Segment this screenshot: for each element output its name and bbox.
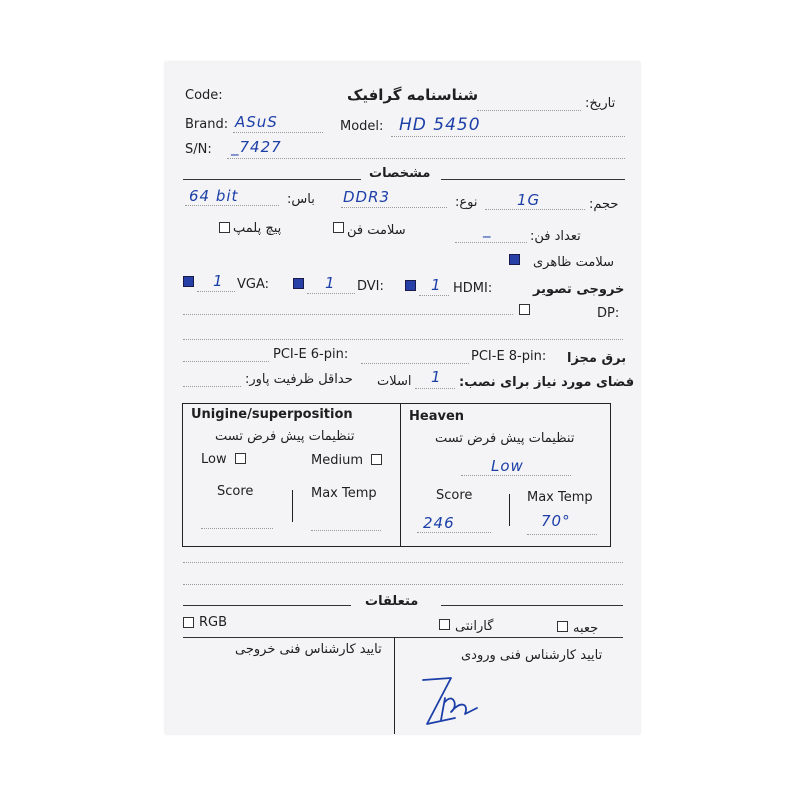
dp-label: DP: — [597, 306, 620, 321]
appearance-label: سلامت ظاهری — [533, 255, 615, 270]
fan-count-value: _ — [483, 220, 492, 238]
hdmi-count: 1 — [431, 276, 442, 294]
dvi-line — [307, 293, 355, 294]
sn-label: S/N: — [185, 142, 212, 157]
min-power-line — [183, 386, 241, 387]
outputs-label: خروجی تصویر — [533, 282, 625, 297]
approval-divider — [394, 637, 395, 734]
entry-approval-label: تایید کارشناس فنی ورودی — [461, 648, 603, 663]
dvi-checkbox[interactable] — [293, 278, 304, 289]
heaven-preset-label: تنظیمات پیش فرض تست — [435, 431, 575, 446]
power-label: برق مجزا — [567, 351, 627, 366]
sn-value: _7427 — [231, 138, 282, 156]
fan-count-line — [455, 242, 527, 243]
size-line — [485, 209, 585, 210]
bus-line — [185, 205, 279, 206]
brand-value: ASuS — [235, 113, 278, 131]
accessories-rule-right — [441, 605, 623, 606]
heaven-max-temp-line — [527, 534, 597, 535]
unigine-low-label: Low — [201, 452, 227, 467]
model-line — [391, 136, 625, 137]
form-title: شناسنامه گرافیک — [347, 86, 479, 104]
brand-label: Brand: — [185, 117, 229, 132]
approval-top-rule — [183, 637, 623, 638]
heaven-preset-value: Low — [491, 457, 524, 475]
pcie6-label: PCI-E 6-pin: — [273, 347, 349, 362]
heaven-col-divider — [509, 494, 510, 526]
heaven-max-temp-value: 70° — [541, 512, 571, 530]
unigine-score-line — [201, 528, 273, 529]
unigine-col-divider — [292, 490, 293, 522]
hdmi-label: HDMI: — [453, 281, 493, 296]
heaven-score-label: Score — [436, 488, 473, 503]
type-label: نوع: — [455, 195, 478, 210]
fan-health-checkbox[interactable] — [333, 222, 344, 233]
graphics-card-form — [165, 62, 640, 734]
size-label: حجم: — [589, 197, 619, 212]
hdmi-checkbox[interactable] — [405, 280, 416, 291]
fan-health-label: سلامت فن — [347, 223, 406, 238]
code-label: Code: — [185, 88, 223, 103]
bus-label: باس: — [287, 192, 315, 207]
accessories-section-title: متعلقات — [365, 594, 419, 609]
slot-line — [415, 388, 455, 389]
blank-line-2 — [183, 562, 623, 563]
appearance-checkbox[interactable] — [509, 254, 520, 265]
vga-line — [197, 291, 235, 292]
specs-section-title: مشخصات — [369, 166, 431, 181]
slot-label: اسلات — [377, 374, 412, 389]
unigine-medium-label: Medium — [311, 453, 363, 468]
heaven-score-line — [417, 532, 491, 533]
specs-rule-right — [441, 179, 625, 180]
pump-screw-label: پیچ پلمپ — [233, 221, 282, 236]
type-line — [341, 207, 447, 208]
exit-approval-label: تایید کارشناس فنی خروجی — [235, 642, 382, 657]
outputs-extra-line — [183, 314, 513, 315]
brand-line — [233, 132, 323, 133]
unigine-title: Unigine/superposition — [191, 407, 353, 422]
rgb-label: RGB — [199, 615, 228, 630]
unigine-max-temp-line — [311, 530, 381, 531]
signature — [415, 662, 485, 732]
hdmi-line — [419, 295, 449, 296]
box-label: جعبه — [573, 621, 599, 636]
pcie6-line — [183, 361, 269, 362]
rgb-checkbox[interactable] — [183, 617, 194, 628]
bus-value: 64 bit — [189, 187, 239, 205]
dp-checkbox[interactable] — [519, 304, 530, 315]
unigine-medium-checkbox[interactable] — [371, 454, 382, 465]
heaven-title: Heaven — [409, 409, 465, 424]
vga-count: 1 — [213, 272, 224, 290]
vga-checkbox[interactable] — [183, 276, 194, 287]
benchmarks-divider — [400, 403, 401, 546]
blank-line-1 — [183, 339, 623, 340]
date-line — [477, 110, 581, 111]
model-label: Model: — [340, 119, 384, 134]
blank-line-3 — [183, 584, 623, 585]
heaven-preset-line — [461, 475, 571, 476]
unigine-max-temp-label: Max Temp — [311, 486, 377, 501]
size-value: 1G — [517, 191, 541, 209]
heaven-max-temp-label: Max Temp — [527, 490, 593, 505]
pcie8-line — [361, 363, 469, 364]
vga-label: VGA: — [237, 277, 270, 292]
pcie8-label: PCI-E 8-pin: — [471, 349, 547, 364]
dvi-count: 1 — [325, 274, 336, 292]
type-value: DDR3 — [343, 188, 391, 206]
date-label: تاریخ: — [585, 96, 616, 111]
pump-screw-checkbox[interactable] — [219, 222, 230, 233]
warranty-label: گارانتی — [455, 619, 494, 634]
box-checkbox[interactable] — [557, 621, 568, 632]
dvi-label: DVI: — [357, 279, 384, 294]
slot-value: 1 — [431, 368, 442, 386]
space-label: فضای مورد نیاز برای نصب: — [459, 375, 635, 390]
unigine-preset-label: تنظیمات پیش فرض تست — [215, 429, 355, 444]
fan-count-label: تعداد فن: — [530, 229, 581, 244]
min-power-label: حداقل ظرفیت پاور: — [245, 372, 353, 387]
sn-line — [227, 158, 625, 159]
unigine-low-checkbox[interactable] — [235, 453, 246, 464]
unigine-score-label: Score — [217, 484, 254, 499]
specs-rule-left — [183, 179, 361, 180]
accessories-rule-left — [183, 605, 351, 606]
model-value: HD 5450 — [399, 115, 481, 135]
heaven-score-value: 246 — [423, 514, 455, 532]
warranty-checkbox[interactable] — [439, 619, 450, 630]
